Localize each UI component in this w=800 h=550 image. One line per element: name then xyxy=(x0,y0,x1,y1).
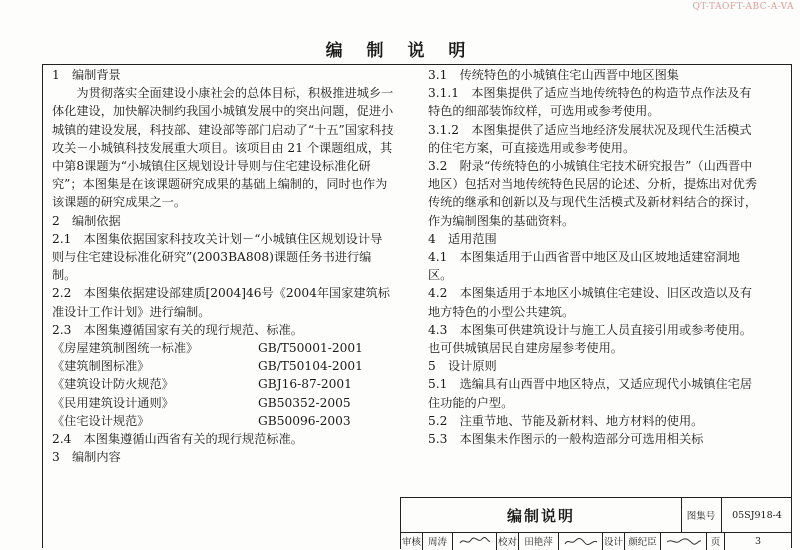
page-title: 编 制 说 明 xyxy=(325,41,475,61)
reviewer-signature-mark xyxy=(458,535,492,547)
standard-code: GB50352-2005 xyxy=(258,395,351,410)
paragraph: 4.1 本图集适用于山西省晋中地区及山区坡地适建窑洞地区。 xyxy=(428,250,740,283)
paragraph: 2.4 本图集遵循山西省有关的现行规范标准。 xyxy=(52,432,303,447)
standard-row xyxy=(52,412,394,430)
standard-name: 《民用建筑设计通则》 xyxy=(52,395,174,410)
standard-row xyxy=(52,394,394,412)
paragraph: 4.2 本图集适用于本地区小城镇住宅建设、旧区改造以及有地方特色的小型公共建筑。 xyxy=(428,286,753,319)
standard-name: 《建筑制图标准》 xyxy=(52,359,150,374)
paragraph: 2.3 本图集遵循国家有关的现行规范、标准。 xyxy=(52,322,303,337)
standard-name: 《房屋建筑制图统一标准》 xyxy=(52,341,199,356)
standard-name: 《建筑设计防火规范》 xyxy=(52,377,174,392)
right-column xyxy=(428,66,758,448)
title-block xyxy=(400,497,792,549)
title-block-signature-row xyxy=(401,532,792,550)
page-label: 页 xyxy=(707,532,725,550)
paragraph: 5.2 注重节地、节能及新材料、地方材料的使用。 xyxy=(428,413,704,428)
standard-code: GB/T50104-2001 xyxy=(258,359,363,374)
checker-name: 田艳萍 xyxy=(519,532,559,550)
designer-signature-mark xyxy=(665,535,703,547)
standard-row xyxy=(52,339,394,357)
check-label: 校对 xyxy=(497,532,519,550)
paragraph: 4 适用范围 xyxy=(428,231,497,246)
left-paragraphs-tail xyxy=(52,430,394,466)
checker-signature xyxy=(559,532,603,550)
standard-row xyxy=(52,357,394,375)
designer-signature xyxy=(661,532,707,550)
paragraph: 2.1 本图集依据国家科技攻关计划－“小城镇住区规划设计导则与住宅建设标准化研究”(2003BA808)课题任务书进行编制。 xyxy=(52,231,383,283)
standard-code: GB50096-2003 xyxy=(258,413,351,428)
paragraph: 3.1.1 本图集提供了适应当地传统特色的构造节点作法及有特色的细部装饰纹样，可选用或参考使用。 xyxy=(428,86,752,119)
checker-signature-mark xyxy=(563,535,599,547)
paragraph: 3.1.2 本图集提供了适应当地经济发展状况及现代生活模式的住宅方案，可直接选用或参考使用。 xyxy=(428,122,752,155)
title-block-top-row xyxy=(401,498,792,533)
reviewer-name: 周涛 xyxy=(423,532,453,550)
paragraph: 5.1 选编具有山西晋中地区特点，又适应现代小城镇住宅居住功能的户型。 xyxy=(428,377,753,410)
left-paragraphs xyxy=(52,66,394,339)
paragraph: 3 编制内容 xyxy=(52,450,121,465)
design-label: 设计 xyxy=(603,532,625,550)
paragraph: 3.2 附录“传统特色的小城镇住宅技术研究报告”（山西晋中地区）包括对当地传统特色民居的论述、分析，提炼出对优秀传统的继承和创新以及与现代生活模式及新材料结合的探讨，作为编制图集的基础资料。 xyxy=(428,159,758,228)
atlas-number: 05SJ918-4 xyxy=(732,509,782,521)
paragraph: 1 编制背景 xyxy=(52,68,121,82)
paragraph: 5 设计原则 xyxy=(428,359,497,374)
paragraph: 为贯彻落实全面建设小康社会的总体目标，积极推进城乡一体化建设，加快解决制约我国小城镇发展中的突出问题，促进小城镇的建设发展，科技部、建设部等部门启动了“十五”国家科技攻关－小城镇科技发展重大项目。该项目由 21 个课题组成，其中第8课题为“小城镇住区规划设计导则与住宅建设标准化研究”；本图集是在该课题研究成果的基础上编制的，同时也作为该课题的研究成果之一。 xyxy=(52,86,394,210)
paragraph: 5.3 本图集未作图示的一般构造部分可选用相关标 xyxy=(428,432,704,447)
standard-code: GBJ16-87-2001 xyxy=(258,377,352,392)
designer-name: 颜纪臣 xyxy=(625,532,661,550)
right-paragraphs xyxy=(428,66,758,448)
paragraph: 2 编制依据 xyxy=(52,213,121,228)
standard-name: 《住宅设计规范》 xyxy=(52,413,150,428)
title-block-title: 编制说明 xyxy=(401,498,682,532)
atlas-number-label: 图集号 xyxy=(681,498,722,532)
corner-mark: QT-TAOFT-ABC-A-VA xyxy=(692,2,794,12)
paragraph: 3.1 传统特色的小城镇住宅山西晋中地区图集 xyxy=(428,68,679,82)
standards-list xyxy=(52,339,394,430)
standard-row xyxy=(52,375,394,393)
reviewer-signature xyxy=(453,532,497,550)
standard-code: GB/T50001-2001 xyxy=(258,341,363,356)
page-number: 3 xyxy=(754,535,762,547)
left-column xyxy=(52,66,394,466)
paragraph: 4.3 本图集可供建筑设计与施工人员直接引用或参考使用。也可供城镇居民自建房屋参考使用。 xyxy=(428,322,753,356)
paragraph: 2.2 本图集依据建设部建质[2004]46号《2004年国家建筑标准设计工作计划》进行编制。 xyxy=(52,286,390,319)
review-label: 审核 xyxy=(401,532,423,550)
